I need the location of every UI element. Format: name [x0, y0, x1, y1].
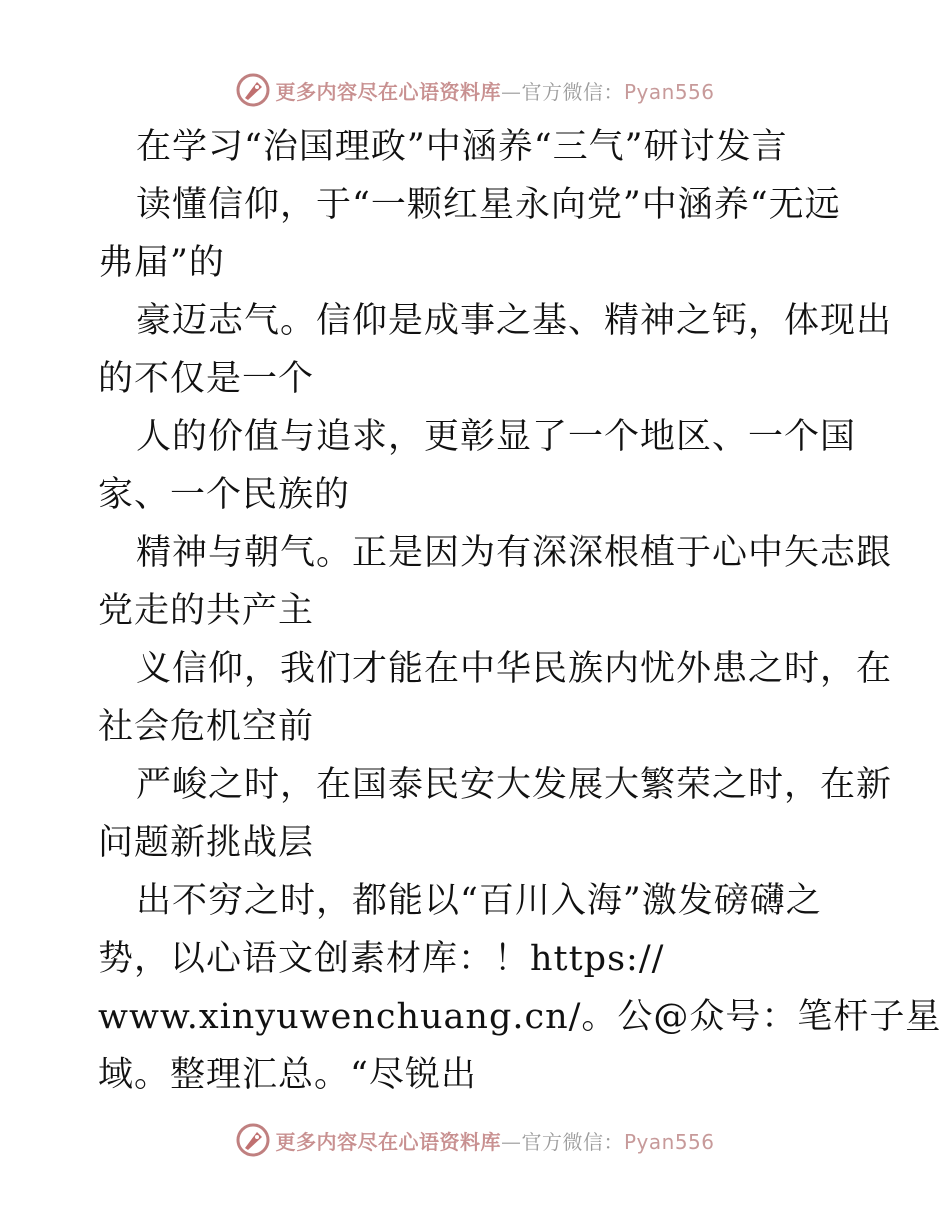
banner-official-label: 官方微信：	[521, 79, 624, 104]
text-line: 问题新挑战层	[98, 823, 315, 863]
footer-banner	[0, 1120, 950, 1160]
text-line: 出不穷之时，都能以“百川入海”激发磅礴之	[136, 881, 822, 921]
document-title: 在学习“治国理政”中涵养“三气”研讨发言	[136, 127, 788, 167]
text-line: 义信仰，我们才能在中华民族内忧外患之时，在	[136, 649, 893, 689]
text-line: 域。整理汇总。“尽锐出	[98, 1055, 477, 1095]
document-body	[98, 118, 942, 1104]
text-line: 党走的共产主	[98, 591, 315, 631]
banner-dash: —	[500, 79, 522, 104]
text-line: 弗届”的	[98, 243, 225, 283]
text-line: 人的价值与追求，更彰显了一个地区、一个国	[136, 417, 857, 457]
banner-text	[275, 1126, 714, 1155]
header-banner	[0, 70, 950, 110]
text-line: 势，以心语文创素材库：！https://	[98, 939, 665, 979]
banner-main-text: 更多内容尽在心语资料库	[275, 1129, 501, 1154]
text-line: www.xinyuwenchuang.cn/。公@众号：笔杆子星	[98, 997, 942, 1037]
text-line: 精神与朝气。正是因为有深深根植于心中矢志跟	[136, 533, 893, 573]
pen-nib-logo-icon	[235, 1122, 271, 1158]
text-line: 社会危机空前	[98, 707, 315, 747]
pen-nib-logo-icon	[235, 72, 271, 108]
text-line: 豪迈志气。信仰是成事之基、精神之钙，体现出	[136, 301, 893, 341]
text-line: 读懂信仰，于“一颗红星永向党”中涵养“无远	[136, 185, 841, 225]
banner-wechat-id: Pyan556	[623, 79, 715, 104]
banner-dash: —	[500, 1129, 522, 1154]
banner-main-text: 更多内容尽在心语资料库	[275, 79, 501, 104]
banner-official-label: 官方微信：	[521, 1129, 624, 1154]
text-line: 家、一个民族的	[98, 475, 351, 515]
text-line: 严峻之时，在国泰民安大发展大繁荣之时，在新	[136, 765, 893, 805]
banner-wechat-id: Pyan556	[623, 1129, 715, 1154]
banner-text	[275, 76, 714, 105]
text-line: 的不仅是一个	[98, 359, 315, 399]
